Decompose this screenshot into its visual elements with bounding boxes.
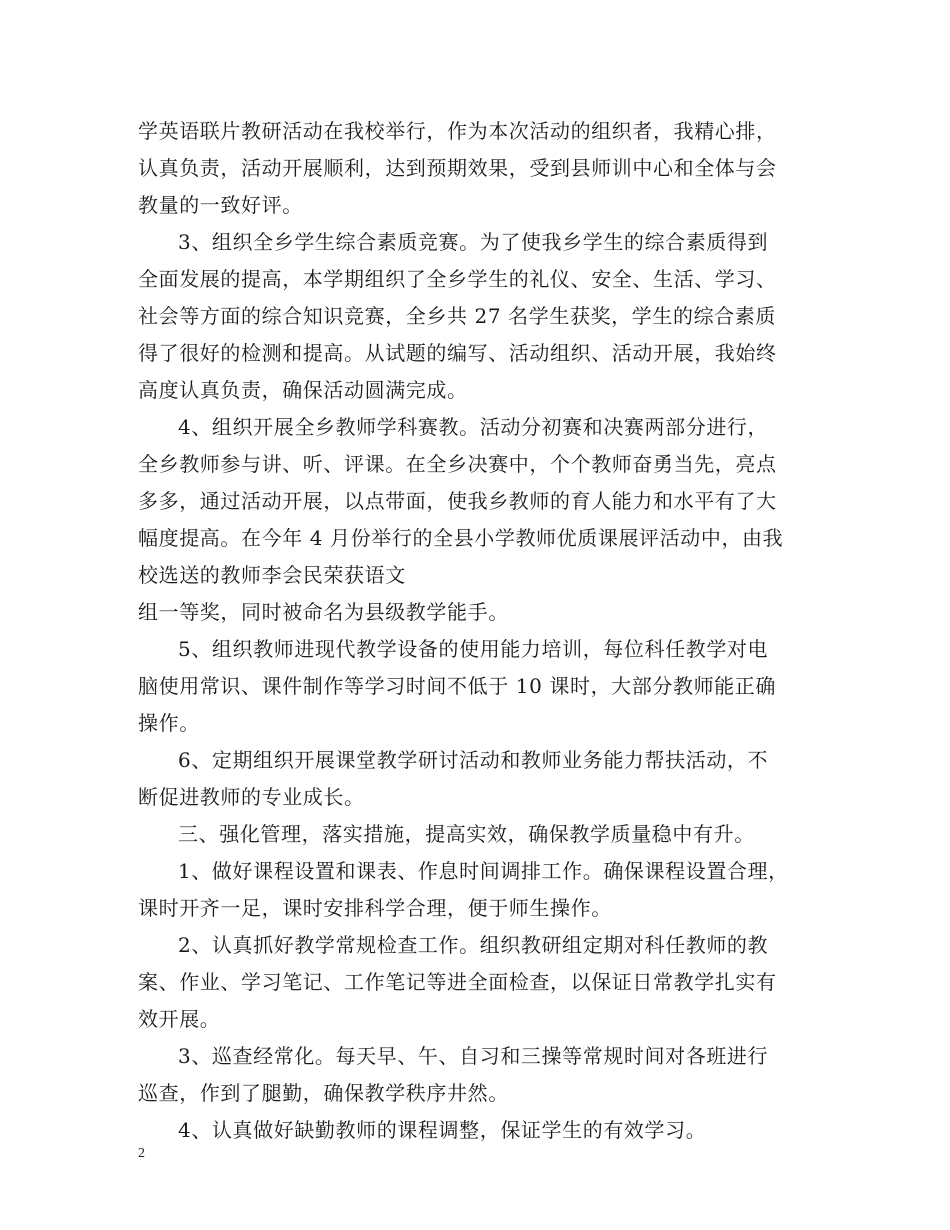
text-line: 断促进教师的专业成长。 [138, 785, 365, 809]
text-line: 学英语联片教研活动在我校举行，作为本次活动的组织者，我精心排， [138, 119, 777, 143]
text-line: 巡查，作到了腿勤，确保教学秩序井然。 [138, 1081, 509, 1105]
text-line: 幅度提高。在今年 4 月份举行的全县小学教师优质课展评活动中，由我 [138, 526, 784, 550]
text-line: 2、认真抓好教学常规检查工作。组织教研组定期对科任教师的教 [178, 933, 769, 957]
text-line: 操作。 [138, 711, 200, 735]
text-line: 5、组织教师进现代教学设备的使用能力培训，每位科任教学对电 [178, 637, 769, 661]
text-line: 认真负责，活动开展顺利，达到预期效果，受到县师训中心和全体与会 [138, 156, 777, 180]
text-line: 3、巡查经常化。每天早、午、自习和三操等常规时间对各班进行 [178, 1044, 769, 1068]
text-line: 案、作业、学习笔记、工作笔记等进全面检查，以保证日常教学扎实有 [138, 970, 777, 994]
text-line: 6、定期组织开展课堂教学研讨活动和教师业务能力帮扶活动，不 [178, 748, 769, 772]
text-line: 4、组织开展全乡教师学科赛教。活动分初赛和决赛两部分进行， [178, 415, 769, 439]
text-line: 教量的一致好评。 [138, 193, 303, 217]
document-body [138, 113, 838, 1149]
text-line: 得了很好的检测和提高。从试题的编写、活动组织、活动开展，我始终 [138, 341, 777, 365]
text-line: 3、组织全乡学生综合素质竞赛。为了使我乡学生的综合素质得到 [178, 230, 769, 254]
page-number: 2 [138, 1146, 145, 1161]
text-line: 课时开齐一足，课时安排科学合理，便于师生操作。 [138, 896, 612, 920]
text-line: 三、强化管理，落实措施，提高实效，确保教学质量稳中有升。 [178, 822, 755, 846]
text-line: 社会等方面的综合知识竞赛，全乡共 27 名学生获奖，学生的综合素质 [138, 304, 776, 328]
text-line: 1、做好课程设置和课表、作息时间调排工作。确保课程设置合理， [178, 859, 789, 883]
text-line: 4、认真做好缺勤教师的课程调整，保证学生的有效学习。 [178, 1118, 707, 1142]
text-line: 组一等奖，同时被命名为县级教学能手。 [138, 600, 509, 624]
text-line: 效开展。 [138, 1007, 221, 1031]
text-line: 脑使用常识、课件制作等学习时间不低于 10 课时，大部分教师能正确 [138, 674, 776, 698]
text-line: 全乡教师参与讲、听、评课。在全乡决赛中，个个教师奋勇当先，亮点 [138, 452, 777, 476]
text-line: 全面发展的提高，本学期组织了全乡学生的礼仪、安全、生活、学习、 [138, 267, 777, 291]
text-line: 高度认真负责，确保活动圆满完成。 [138, 378, 468, 402]
text-line: 校选送的教师李会民荣获语文 [138, 563, 406, 587]
text-line: 多多，通过活动开展，以点带面，使我乡教师的育人能力和水平有了大 [138, 489, 777, 513]
